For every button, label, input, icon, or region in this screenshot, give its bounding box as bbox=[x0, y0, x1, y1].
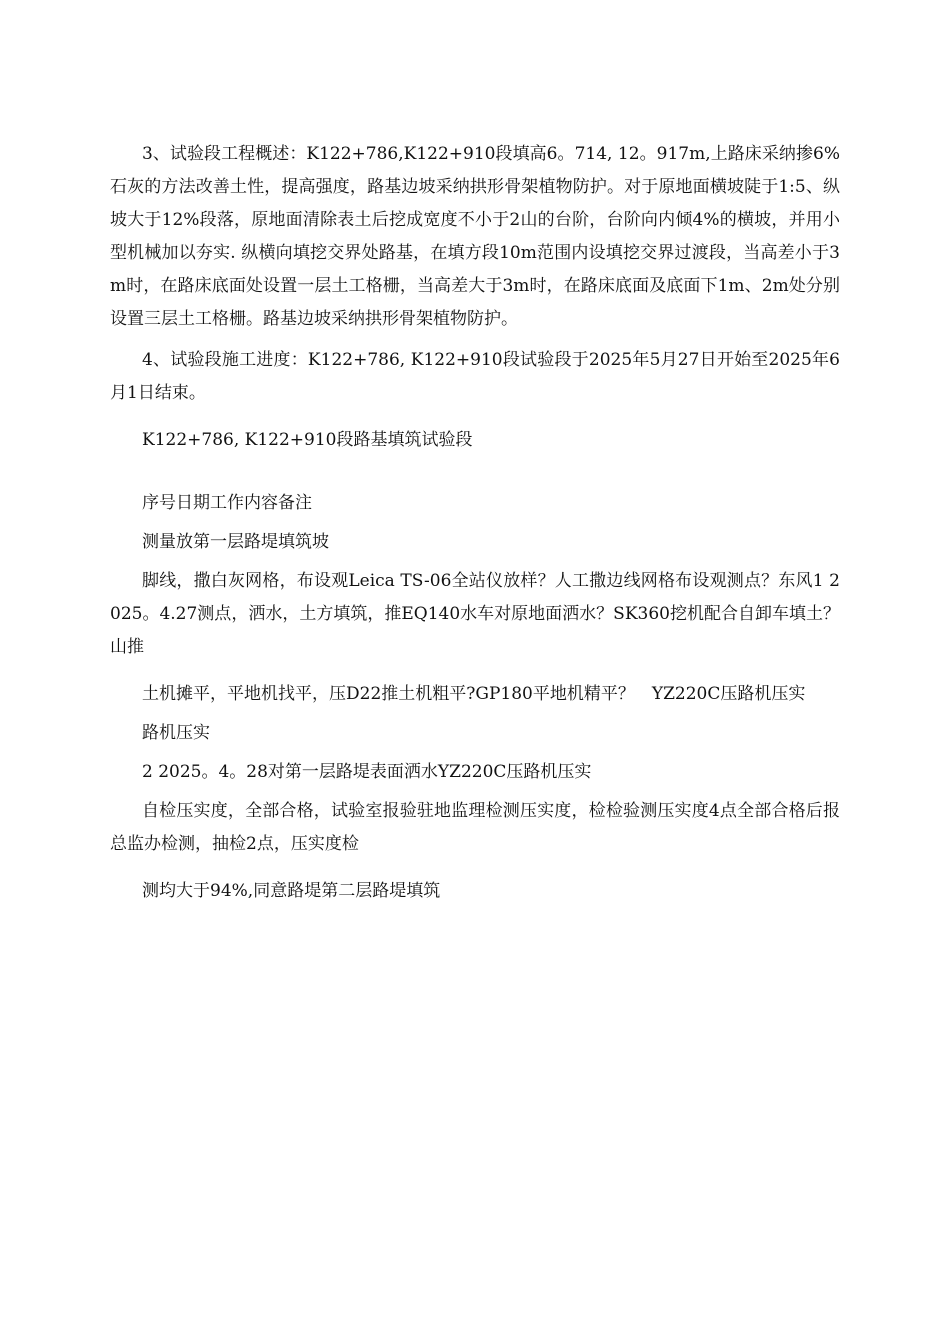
paragraph-leveling: 土机摊平，平地机找平，压D22推土机粗平?GP180平地机精平？ YZ220C压路机压实 bbox=[142, 684, 806, 704]
paragraph-roller-compaction: 路机压实 bbox=[142, 723, 210, 743]
paragraph-section-title: K122+786, K122+910段路基填筑试验段 bbox=[142, 430, 473, 450]
paragraph-construction-schedule: 4、试验段施工进度：K122+786, K122+910段试验段于2025年5月27日开始至2025年6月1日结束。 bbox=[110, 350, 840, 403]
paragraph-survey-layer-one: 测量放第一层路堤填筑坡 bbox=[142, 532, 329, 552]
paragraph-approval: 测均大于94%,同意路堤第二层路堤填筑 bbox=[142, 881, 441, 901]
paragraph-self-check: 自检压实度，全部合格，试验室报验驻地监理检测压实度，检检验测压实度4点全部合格后报总监办检测，抽检2点，压实度检 bbox=[110, 801, 840, 854]
document-body bbox=[110, 138, 840, 908]
paragraph-project-overview: 3、试验段工程概述：K122+786,K122+910段填高6。714, 12。917m,上路床采纳掺6%石灰的方法改善土性，提高强度，路基边坡采纳拱形骨架植物防护。对于原地面横坡陡于1:5、纵坡大于12%段落，原地面清除表土后挖成宽度不小于2山的台阶，台阶向内倾4%的横坡，并用小型机械加以夯实. 纵横向填挖交界处路基，在填方段10m范围内设填挖交界过渡段，当高差小于3m时，在路床底面处设置一层土工格栅，当高差大于3m时，在路床底面及底面下1m、2m处分别设置三层土工格栅。路基边坡采纳拱形骨架植物防护。 bbox=[110, 144, 840, 329]
paragraph-step-two: 2 2025。4。28对第一层路堤表面洒水YZ220C压路机压实 bbox=[142, 762, 592, 782]
paragraph-step-one-details: 脚线，撒白灰网格，布设观Leica TS-06全站仪放样？人工撒边线网格布设观测点？东风1 2025。4.27测点，洒水，土方填筑，推EQ140水车对原地面洒水？SK360挖机配合自卸车填土？山推 bbox=[110, 571, 840, 657]
paragraph-table-header: 序号日期工作内容备注 bbox=[142, 493, 312, 513]
